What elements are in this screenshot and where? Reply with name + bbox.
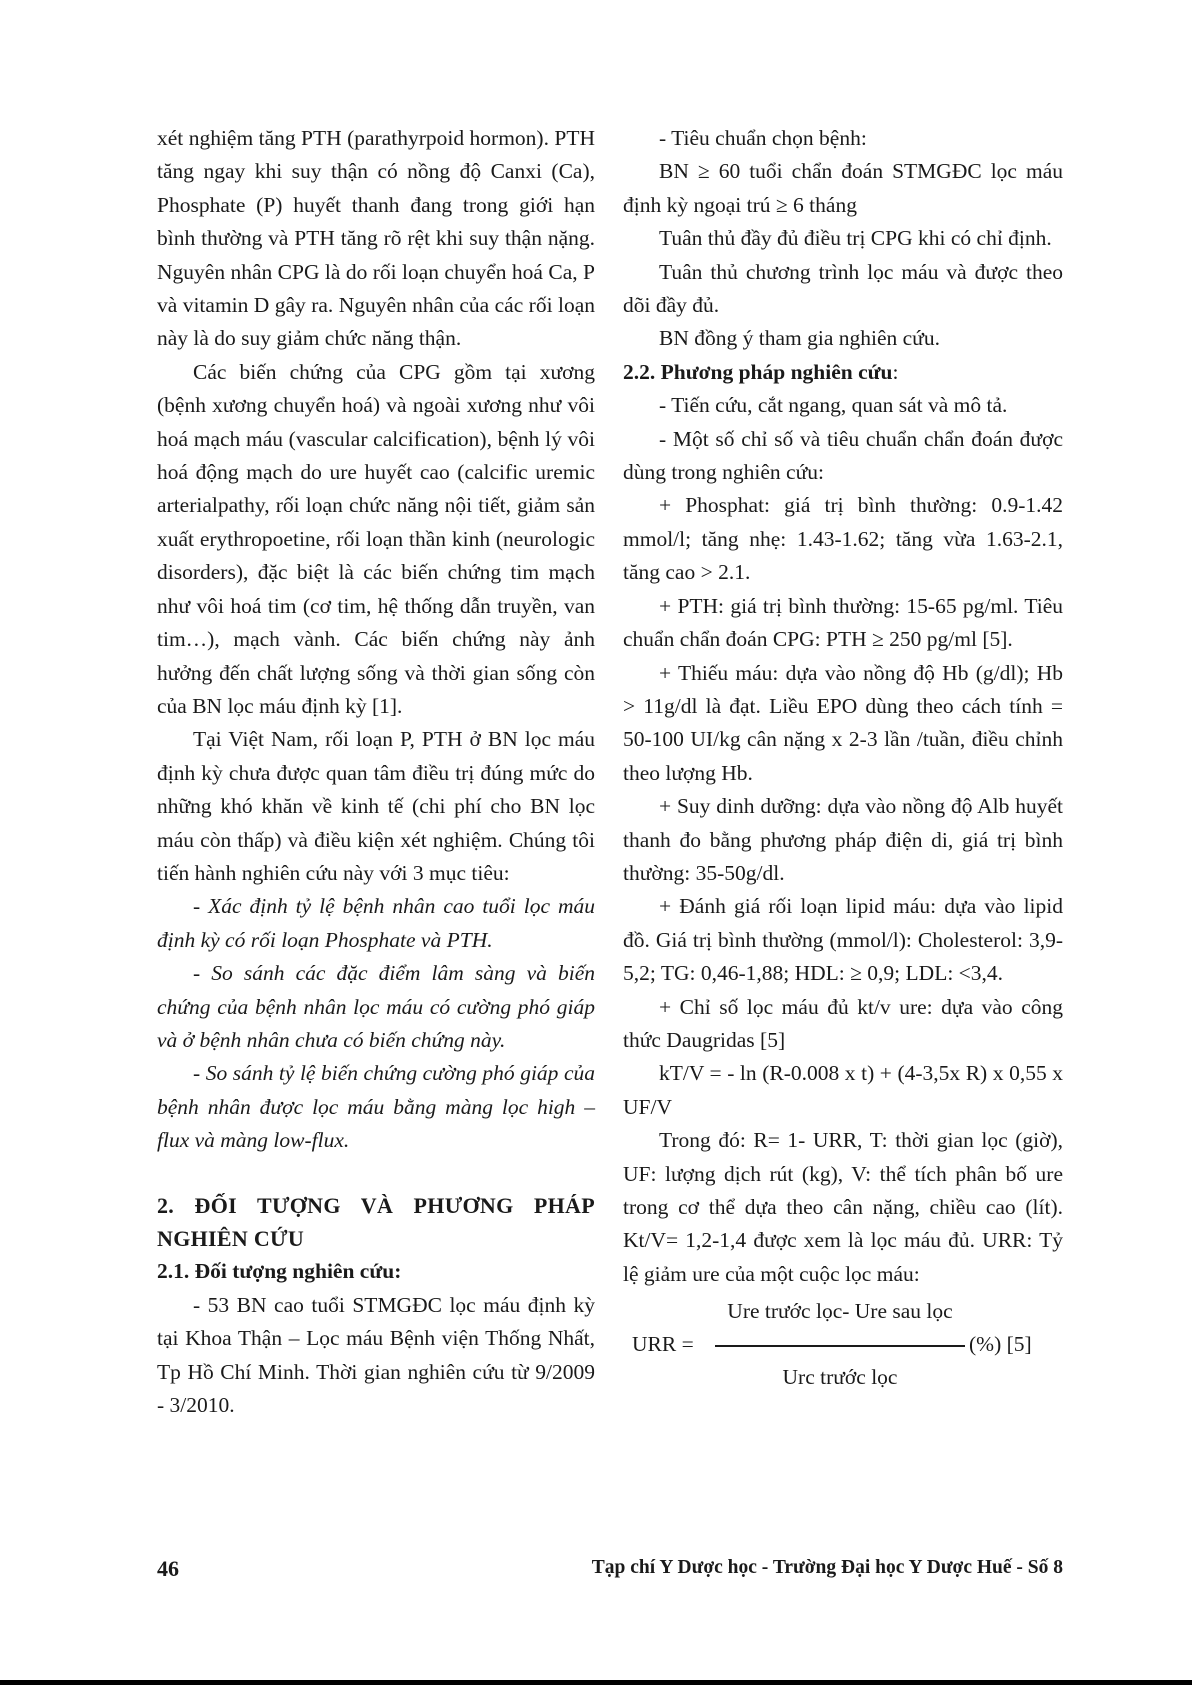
formula-rhs: (%) [5]	[969, 1332, 1032, 1357]
paragraph: BN ≥ 60 tuổi chẩn đoán STMGĐC lọc máu định kỳ ngoại trú ≥ 6 tháng	[623, 159, 1063, 217]
objective-item: - So sánh các đặc điểm lâm sàng và biến chứng của bệnh nhân lọc máu có cường phó giáp và ở bệnh nhân chưa có biến chứng này.	[157, 961, 595, 1052]
subsection-heading: 2.1. Đối tượng nghiên cứu:	[157, 1259, 402, 1284]
section-heading-line1: 2. ĐỐI TƯỢNG VÀ PHƯƠNG PHÁP	[157, 1192, 595, 1218]
subsection-heading-text: 2.2. Phương pháp nghiên cứu	[623, 359, 893, 384]
bottom-border	[0, 1680, 1192, 1685]
paragraph: + Suy dinh dưỡng: dựa vào nồng độ Alb huyết thanh đo bằng phương pháp điện di, giá trị bình thường: 35-50g/dl.	[623, 794, 1063, 885]
right-column	[623, 122, 1063, 1395]
paragraph: + Chỉ số lọc máu đủ kt/v ure: dựa vào công thức Daugridas [5]	[623, 994, 1063, 1052]
paragraph: + Đánh giá rối loạn lipid máu: dựa vào lipid đồ. Giá trị bình thường (mmol/l): Cholesterol: 3,9-5,2; TG: 0,46-1,88; HDL: ≥ 0,9; LDL: <3,4.	[623, 894, 1063, 986]
formula-lhs: URR =	[632, 1332, 694, 1357]
paragraph: + PTH: giá trị bình thường: 15-65 pg/ml. Tiêu chuẩn chẩn đoán CPG: PTH ≥ 250 pg/ml [5].	[623, 593, 1063, 652]
paragraph: + Phosphat: giá trị bình thường: 0.9-1.42 mmol/l; tăng nhẹ: 1.43-1.62; tăng vừa 1.63-2.1, tăng cao > 2.1.	[623, 493, 1063, 585]
paragraph: Trong đó: R= 1- URR, T: thời gian lọc (giờ), UF: lượng dịch rút (kg), V: thể tích phân bố ure trong cơ thể dựa theo cân nặng, chiều cao (lít). Kt/V= 1,2-1,4 được xem là lọc máu đủ. URR: Tỷ lệ giảm ure của một cuộc lọc máu:	[623, 1128, 1063, 1286]
formula-ktv: kT/V = - ln (R-0.008 x t) + (4-3,5x R) x 0,55 x UF/V	[623, 1061, 1063, 1119]
paragraph: Tuân thủ đầy đủ điều trị CPG khi có chỉ định.	[659, 226, 1052, 251]
page-number: 46	[157, 1556, 179, 1581]
paragraph: + Thiếu máu: dựa vào nồng độ Hb (g/dl); Hb > 11g/dl là đạt. Liều EPO dùng theo cách tính = 50-100 UI/kg cân nặng x 2-3 lần /tuần, điều chỉnh theo lượng Hb.	[623, 660, 1063, 785]
urr-formula	[623, 1295, 1063, 1395]
objective-item: - So sánh tỷ lệ biến chứng cường phó giáp của bệnh nhân được lọc máu bằng màng lọc high – flux và màng low-flux.	[157, 1061, 595, 1153]
subsection-heading-colon: :	[892, 359, 899, 384]
section-heading-line2: NGHIÊN CỨU	[157, 1226, 305, 1251]
subsection-heading	[623, 356, 1063, 389]
paragraph: - Tiến cứu, cắt ngang, quan sát và mô tả.	[659, 393, 1008, 418]
left-column	[157, 122, 595, 1422]
fraction-bar	[715, 1345, 965, 1347]
objective-item: - Xác định tỷ lệ bệnh nhân cao tuổi lọc máu định kỳ có rối loạn Phosphate và PTH.	[157, 894, 595, 952]
paragraph: - Tiêu chuẩn chọn bệnh:	[659, 126, 867, 150]
formula-numerator: Ure trước lọc- Ure sau lọc	[727, 1299, 953, 1324]
paragraph: - Một số chỉ số và tiêu chuẩn chẩn đoán được dùng trong nghiên cứu:	[623, 426, 1063, 485]
paragraph: Tại Việt Nam, rối loạn P, PTH ở BN lọc máu định kỳ chưa được quan tâm điều trị đúng mức do những khó khăn về kinh tế (chi phí cho BN lọc máu còn thấp) và điều kiện xét nghiệm. Chúng tôi tiến hành nghiên cứu này với 3 mục tiêu:	[157, 727, 595, 885]
section-heading	[157, 1189, 595, 1256]
paragraph: BN đồng ý tham gia nghiên cứu.	[659, 326, 940, 351]
journal-footer: Tạp chí Y Dược học - Trường Đại học Y Dược Huế - Số 8	[591, 1557, 1063, 1578]
formula-denominator: Urc trước lọc	[782, 1365, 898, 1390]
paragraph: Các biến chứng của CPG gồm tại xương (bệnh xương chuyển hoá) và ngoài xương như vôi hoá mạch máu (vascular calcification), bệnh lý vôi hoá động mạch do ure huyết cao (calcific uremic arterialpathy, rối loạn chức năng nội tiết, giảm sản xuất erythropoetine, rối loạn thần kinh (neurologic disorders), đặc biệt là các biến chứng tim mạch như vôi hoá tim (cơ tim, hệ thống dẫn truyền, van tim…), mạch vành. Các biến chứng này ảnh hưởng đến chất lượng sống và thời gian sống còn của BN lọc máu định kỳ [1].	[157, 359, 595, 718]
paragraph: xét nghiệm tăng PTH (parathyrpoid hormon). PTH tăng ngay khi suy thận có nồng độ Canxi (Ca), Phosphate (P) huyết thanh đang trong giới hạn bình thường và PTH tăng rõ rệt khi suy thận nặng. Nguyên nhân CPG là do rối loạn chuyển hoá Ca, P và vitamin D gây ra. Nguyên nhân của các rối loạn này là do suy giảm chức năng thận.	[157, 126, 595, 351]
paragraph: Tuân thủ chương trình lọc máu và được theo dõi đầy đủ.	[623, 259, 1063, 318]
paragraph: - 53 BN cao tuổi STMGĐC lọc máu định kỳ tại Khoa Thận – Lọc máu Bệnh viện Thống Nhất, Tp Hồ Chí Minh. Thời gian nghiên cứu từ 9/2009 - 3/2010.	[157, 1292, 595, 1418]
